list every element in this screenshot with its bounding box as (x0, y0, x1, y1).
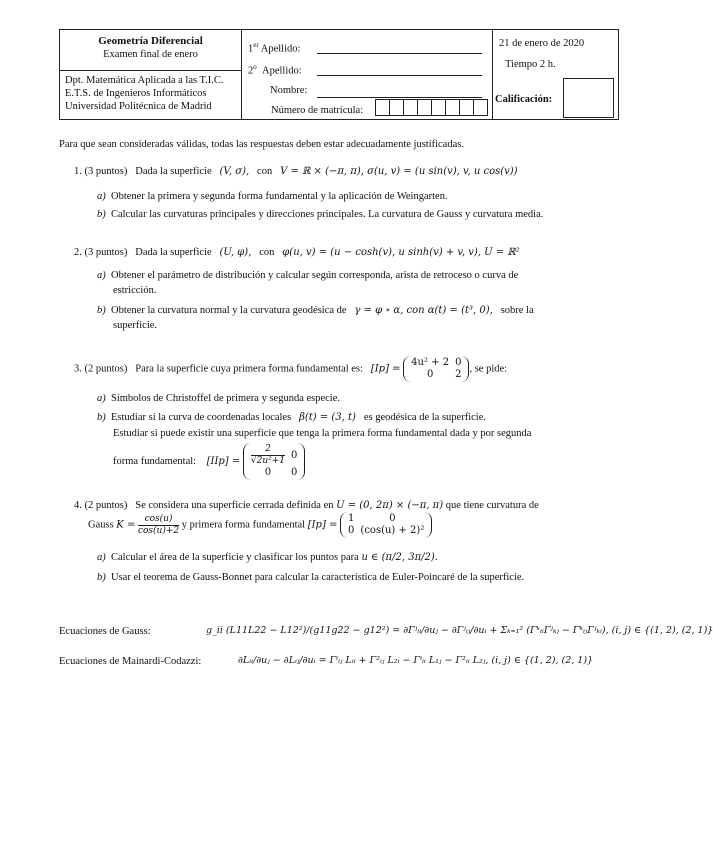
q2-math: (U, φ), (219, 247, 252, 258)
part-text: Estudiar si la curva de coordenadas locales (111, 412, 292, 423)
gauss-equation: g_ii (L11L22 − L12²)/(g11g22 − g12²) = ∂Γʲᵢᵢ/∂uⱼ − ∂Γʲᵢⱼ/∂uᵢ + Σₖ₌₁² (ΓᵏᵢᵢΓʲₖⱼ − ΓᵏᵢⱼΓʲₖᵢ), (i, j) ∈ {(1, 2), (2, 1)} (206, 625, 713, 636)
q4-text: que tiene curvatura de (445, 500, 539, 511)
question-1 (74, 166, 518, 177)
mainardi-equation: ∂Lᵢᵢ/∂uⱼ − ∂Lᵢⱼ/∂uᵢ = Γⁱᵢⱼ Lᵢᵢ + Γ²ᵢⱼ L₂ᵢ − Γⁱᵢᵢ L₁ⱼ − Γ²ᵢᵢ L₂ⱼ, (i, j) ∈ {(1, 2), (2, 1)} (238, 655, 594, 666)
part-text: Obtener la primera y segunda forma fundamental y la aplicación de Weingarten. (111, 191, 448, 202)
matricula-box[interactable] (431, 99, 446, 116)
intro-text: Para que sean consideradas válidas, todas las respuestas deben estar adecuadamente justificadas. (59, 139, 464, 150)
q3-math: β(t) = (3, t) (299, 412, 356, 423)
matrix-cell: 0 (389, 513, 396, 524)
part-label: a) (97, 191, 106, 202)
q4-matrix (340, 512, 432, 538)
q2-part-a (97, 270, 518, 281)
q1-math: V = ℝ × (−π, π), σ(u, v) = (u sin(v), v, u cos(v)) (280, 166, 518, 177)
matricula-box[interactable] (389, 99, 404, 116)
exam-header (59, 29, 619, 120)
q1-text: con (257, 166, 273, 177)
q4-math: K = (116, 519, 136, 531)
matricula-boxes[interactable] (375, 99, 487, 116)
q2-part-b (97, 305, 534, 316)
matricula-box[interactable] (417, 99, 432, 116)
matrix-cell: 1 (348, 513, 355, 524)
part-text: Calcular las curvaturas principales y direcciones principales. La curvatura de Gauss y curvatura media. (111, 209, 544, 220)
part-label: b) (97, 209, 106, 220)
q1-part-a (97, 191, 448, 202)
part-text: forma fundamental: (113, 455, 197, 467)
question-2 (74, 247, 520, 258)
matricula-box[interactable] (403, 99, 418, 116)
q4-text: Se considera una superficie cerrada definida en (135, 500, 334, 511)
q2-math: φ(u, v) = (u − cosh(v), u sinh(v) + v, v), U = ℝ² (282, 247, 520, 258)
part-label: a) (97, 552, 106, 563)
q2-text: con (259, 247, 275, 258)
q3-math: [IIp] = (206, 455, 241, 467)
part-text: Obtener la curvatura normal y la curvatura geodésica de (111, 305, 347, 316)
part-label: b) (97, 412, 106, 423)
matricula-box[interactable] (445, 99, 460, 116)
matrix-cell: 0 (264, 467, 272, 478)
grade-box[interactable] (563, 78, 614, 118)
apellido1-label: 1er Apellido: (248, 41, 301, 55)
q3-second-matrix (243, 443, 306, 480)
dept-line: Dpt. Matemática Aplicada a las T.I.C. (65, 75, 224, 86)
q4-number: 4. (74, 500, 82, 511)
grade-column (492, 30, 619, 119)
dept-line: E.T.S. de Ingenieros Informáticos (65, 88, 207, 99)
q3-text: , se pide: (469, 363, 508, 375)
q4-math: [Ip] = (307, 519, 338, 531)
apellido2-label: 2$^o$ Apellido: (248, 63, 302, 77)
exam-subtitle: Examen final de enero (103, 49, 198, 60)
q4-text: y primera forma fundamental (181, 519, 306, 531)
part-text: Obtener el parámetro de distribución y calcular según corresponda, arista de retroceso o curva de (111, 270, 519, 281)
question-3 (74, 356, 507, 382)
exam-date: 21 de enero de 2020 (499, 38, 585, 49)
q1-number: 1. (74, 166, 82, 177)
q4-math: u ∈ (π/2, 3π/2). (361, 552, 438, 563)
q3-points: (2 puntos) (84, 363, 128, 375)
exam-time: Tiempo 2 h. (505, 59, 556, 70)
gauss-label: Ecuaciones de Gauss: (59, 626, 151, 637)
q3-math: [Ip] = (370, 363, 401, 375)
apellido1-field[interactable] (317, 52, 482, 54)
q1-points: (3 puntos) (84, 166, 128, 177)
q1-text: Dada la superficie (135, 166, 212, 177)
part-label: a) (97, 270, 106, 281)
course-title-block (60, 30, 241, 71)
matrix-fraction: $\frac{2}{\text{√2u²+1}}$ (250, 444, 286, 466)
mainardi-label: Ecuaciones de Mainardi-Codazzi: (59, 656, 202, 667)
matricula-box[interactable] (473, 99, 488, 116)
q4-part-b (97, 572, 524, 583)
matrix-cell: 0 (291, 449, 298, 461)
matricula-box[interactable] (459, 99, 474, 116)
department-info (65, 74, 224, 113)
matrix-cell: 0 (291, 467, 298, 478)
q2-part-a-cont: estricción. (113, 285, 157, 296)
q4-math: U = (0, 2π) × (−π, π) (336, 500, 444, 511)
q2-points: (3 puntos) (84, 247, 128, 258)
part-label: a) (97, 393, 106, 404)
part-label: b) (97, 305, 106, 316)
q2-text: Dada la superficie (135, 247, 212, 258)
q3-text: Para la superficie cuya primera forma fundamental es: (135, 363, 363, 375)
nombre-label: Nombre: (270, 85, 308, 96)
q4-points: (2 puntos) (84, 500, 128, 511)
q4-part-a (97, 552, 438, 563)
q3-matrix (403, 356, 469, 382)
q3-part-b-cont: Estudiar si puede existir una superficie que tenga la primera forma fundamental dada y por segunda (113, 428, 532, 439)
matrix-cell: (cos(u) + 2)² (360, 525, 425, 536)
q1-math: (V, σ), (219, 166, 250, 177)
matricula-label: Número de matrícula: (271, 105, 364, 116)
q2-number: 2. (74, 247, 82, 258)
q1-part-b (97, 209, 543, 220)
q4-text: Gauss (88, 519, 114, 531)
part-text: es geodésica de la superficie. (363, 412, 486, 423)
matrix-cell: 0 (426, 369, 434, 380)
matrix-cell: 0 (455, 357, 462, 368)
matricula-box[interactable] (375, 99, 390, 116)
nombre-field[interactable] (317, 96, 482, 98)
part-text: sobre la (500, 305, 534, 316)
course-column (60, 30, 242, 119)
course-title: Geometría Diferencial (98, 35, 203, 47)
q4-k-fraction: $\frac{\cos(u)}{\cos(u)+2}$ (137, 513, 180, 536)
q3-part-b (97, 412, 486, 423)
matrix-cell: 4u² + 2 (411, 357, 450, 368)
q2-math: γ = φ ∘ α, con α(t) = (t³, 0), (354, 305, 493, 316)
part-text: Calcular el área de la superficie y clasificar los puntos para (111, 552, 359, 563)
matrix-cell: 2 (455, 369, 462, 380)
q2-part-b-cont: superficie. (113, 320, 158, 331)
grade-label: Calificación: (495, 94, 553, 105)
part-label: b) (97, 572, 106, 583)
student-fields-column (241, 30, 493, 119)
part-text: Símbolos de Christoffel de primera y segunda especie. (111, 393, 341, 404)
apellido2-field[interactable] (317, 74, 482, 76)
question-4 (74, 500, 539, 511)
q3-number: 3. (74, 363, 82, 375)
q3-second-form (113, 443, 305, 480)
part-text: Usar el teorema de Gauss-Bonnet para calcular la característica de Euler-Poincaré de la superficie. (111, 572, 525, 583)
q4-line-2 (88, 512, 432, 538)
dept-line: Universidad Politécnica de Madrid (65, 101, 212, 112)
matrix-cell: 0 (348, 525, 355, 536)
q3-part-a (97, 393, 340, 404)
